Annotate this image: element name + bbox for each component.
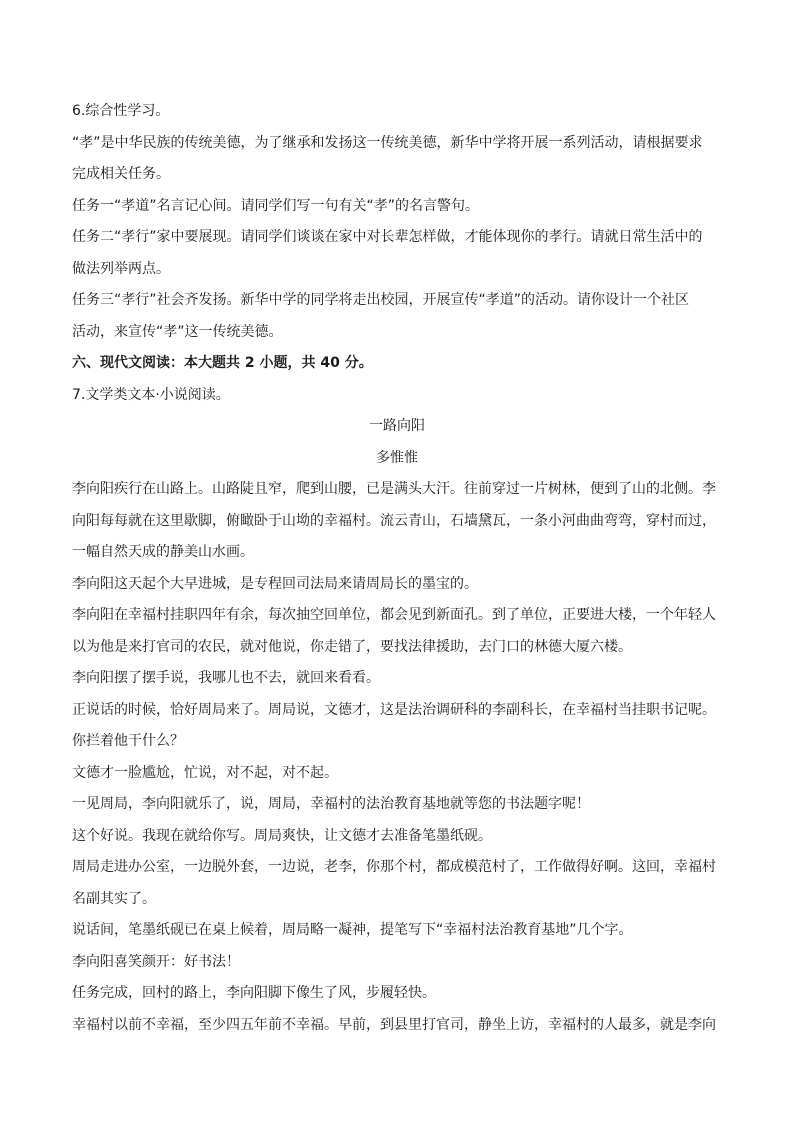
question-6-intro-line-2: 完成相关任务。 bbox=[72, 166, 170, 182]
story-paragraph-line: 李向阳摆了摆手说，我哪儿也不去，就回来看看。 bbox=[72, 670, 380, 686]
story-paragraph-line: 李向阳喜笑颜开：好书法！ bbox=[72, 953, 240, 970]
story-paragraph-line: 这个好说。我现在就给你写。周局爽快，让文德才去准备笔墨纸砚。 bbox=[72, 827, 492, 844]
story-paragraph-line: 一幅自然天成的静美山水画。 bbox=[72, 544, 254, 560]
story-paragraph-line: 任务完成，回村的路上，李向阳脚下像生了风，步履轻快。 bbox=[72, 985, 436, 1001]
story-paragraph-line: 文德才一脸尴尬，忙说，对不起，对不起。 bbox=[72, 764, 338, 781]
story-paragraph-line: 你拦着他干什么？ bbox=[72, 733, 184, 749]
task-3-line-2: 活动，来宣传“孝”这一传统美德。 bbox=[72, 323, 283, 340]
question-6-intro-line-1: “孝”是中华民族的传统美德，为了继承和发扬这一传统美德，新华中学将开展一系列活动，请根据要求 bbox=[72, 134, 703, 151]
story-paragraph-line: 向阳每每就在这里歇脚，俯瞰卧于山坳的幸福村。流云青山，石墙黛瓦，一条小河曲曲弯弯，穿村而过， bbox=[72, 512, 716, 529]
story-paragraph-line: 李向阳疾行在山路上。山路陡且窄，爬到山腰，已是满头大汗。往前穿过一片树林，便到了山的北侧。李 bbox=[72, 481, 716, 497]
task-2-line-1: 任务二“孝行”家中要展现。请同学们谈谈在家中对长辈怎样做，才能体现你的孝行。请就日常生活中的 bbox=[72, 229, 703, 245]
story-paragraph-line: 幸福村以前不幸福，至少四五年前不幸福。早前，到县里打官司，静坐上访，幸福村的人最多，就是李向 bbox=[72, 1016, 716, 1033]
story-title: 一路向阳 bbox=[369, 418, 425, 434]
story-author: 多惟惟 bbox=[376, 449, 418, 466]
document-page bbox=[72, 96, 722, 1041]
task-3-line-1: 任务三“孝行”社会齐发扬。新华中学的同学将走出校园，开展宣传“孝道”的活动。请你设计一个社区 bbox=[72, 292, 690, 308]
story-paragraph-line: 李向阳这天起个大早进城，是专程回司法局来请周局长的墨宝的。 bbox=[72, 575, 478, 592]
question-7-heading: 7.文学类文本·小说阅读。 bbox=[72, 386, 230, 403]
task-1: 任务一“孝道”名言记心间。请同学们写一句有关“孝”的名言警句。 bbox=[72, 197, 480, 214]
story-paragraph-line: 以为他是来打官司的农民，就对他说，你走错了，要找法律援助，去门口的林德大厦六楼。 bbox=[72, 638, 632, 655]
story-paragraph-line: 说话间，笔墨纸砚已在桌上候着，周局略一凝神，提笔写下“幸福村法治教育基地”几个字。 bbox=[72, 922, 633, 938]
story-paragraph-line: 正说话的时候，恰好周局来了。周局说，文德才，这是法治调研科的李副科长，在幸福村当挂职书记呢。 bbox=[72, 701, 716, 718]
task-2-line-2: 做法列举两点。 bbox=[72, 260, 170, 277]
question-6-heading: 6.综合性学习。 bbox=[72, 103, 170, 119]
story-paragraph-line: 周局走进办公室，一边脱外套，一边说，老李，你那个村，都成模范村了，工作做得好啊。这回，幸福村 bbox=[72, 859, 716, 875]
story-paragraph-line: 一见周局，李向阳就乐了，说，周局，幸福村的法治教育基地就等您的书法题字呢！ bbox=[72, 796, 590, 812]
story-paragraph-line: 李向阳在幸福村挂职四年有余，每次抽空回单位，都会见到新面孔。到了单位，正要进大楼，一个年轻人 bbox=[72, 607, 716, 623]
story-paragraph-line: 名副其实了。 bbox=[72, 890, 156, 907]
section-6-heading: 六、现代文阅读：本大题共 2 小题，共 40 分。 bbox=[72, 355, 373, 371]
